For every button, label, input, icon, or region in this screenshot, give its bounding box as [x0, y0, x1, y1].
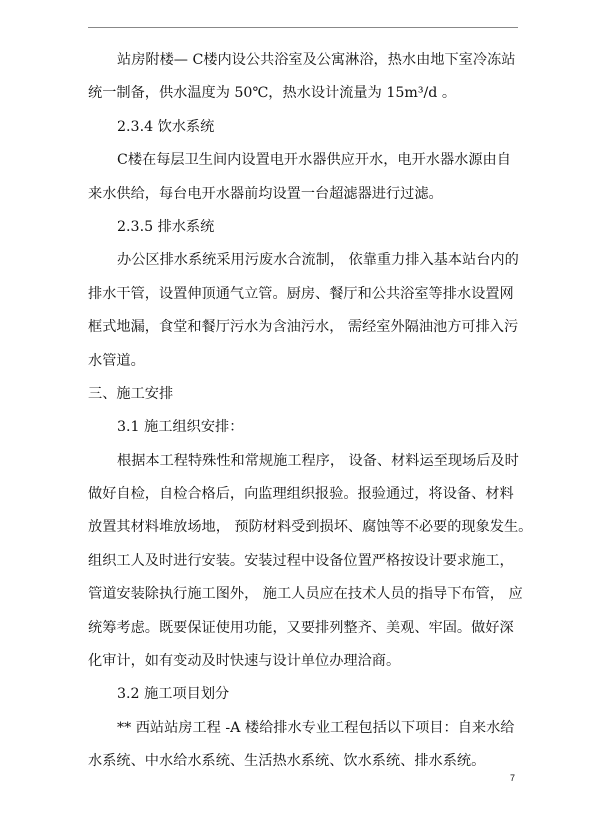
paragraph-line: 站房附楼— C楼内设公共浴室及公寓淋浴，热水由地下室冷冻站 — [117, 52, 516, 68]
paragraph-line: 统一制备，供水温度为 50℃，热水设计流量为 15m³/d 。 — [88, 85, 457, 102]
paragraph-line: 来水供给，每台电开水器前均设置一台超滤器进行过滤。 — [88, 185, 443, 202]
chapter-heading: 三、施工安排 — [88, 385, 174, 402]
paragraph-line: 放置其材料堆放场地， 预防材料受到损坏、腐蚀等不必要的现象发生。 — [88, 519, 533, 536]
header-rule — [88, 27, 518, 28]
page-number: 7 — [510, 773, 516, 783]
document-body — [88, 44, 533, 779]
paragraph-line: 排水干管，设置伸顶通气立管。厨房、餐厅和公共浴室等排水设置网 — [88, 285, 514, 302]
paragraph-line: 办公区排水系统采用污废水合流制， 依靠重力排入基本站台内的 — [117, 252, 519, 269]
paragraph-line: C楼在每层卫生间内设置电开水器供应开水，电开水器水源由自 — [117, 152, 511, 169]
paragraph-line: 统筹考虑。既要保证使用功能，又要排列整齐、美观、牢固。做好深 — [88, 619, 514, 636]
paragraph-line: 水管道。 — [88, 352, 145, 369]
section-heading: 2.3.5 排水系统 — [117, 218, 215, 235]
paragraph-line: 组织工人及时进行安装。安装过程中设备位置严格按设计要求施工， — [88, 552, 514, 569]
section-heading: 3.1 施工组织安排： — [117, 419, 244, 436]
paragraph-line: 化审计，如有变动及时快速与设计单位办理洽商。 — [88, 653, 401, 670]
section-heading: 2.3.4 饮水系统 — [117, 118, 215, 135]
section-heading: 3.2 施工项目划分 — [117, 686, 230, 703]
paragraph-line: 水系统、中水给水系统、生活热水系统、饮水系统、排水系统。 — [88, 753, 486, 770]
paragraph-line: 管道安装除执行施工图外， 施工人员应在技术人员的指导下布管， 应 — [88, 586, 523, 603]
paragraph-line: 做好自检，自检合格后，向监理组织报验。报验通过，将设备、材料 — [88, 486, 514, 503]
paragraph-line: ** 西站站房工程 -A 楼给排水专业工程包括以下项目：自来水给 — [117, 719, 515, 736]
paragraph-line: 根据本工程特殊性和常规施工程序， 设备、材料运至现场后及时 — [117, 452, 519, 469]
paragraph-line: 框式地漏，食堂和餐厅污水为含油污水， 需经室外隔油池方可排入污 — [88, 319, 519, 336]
